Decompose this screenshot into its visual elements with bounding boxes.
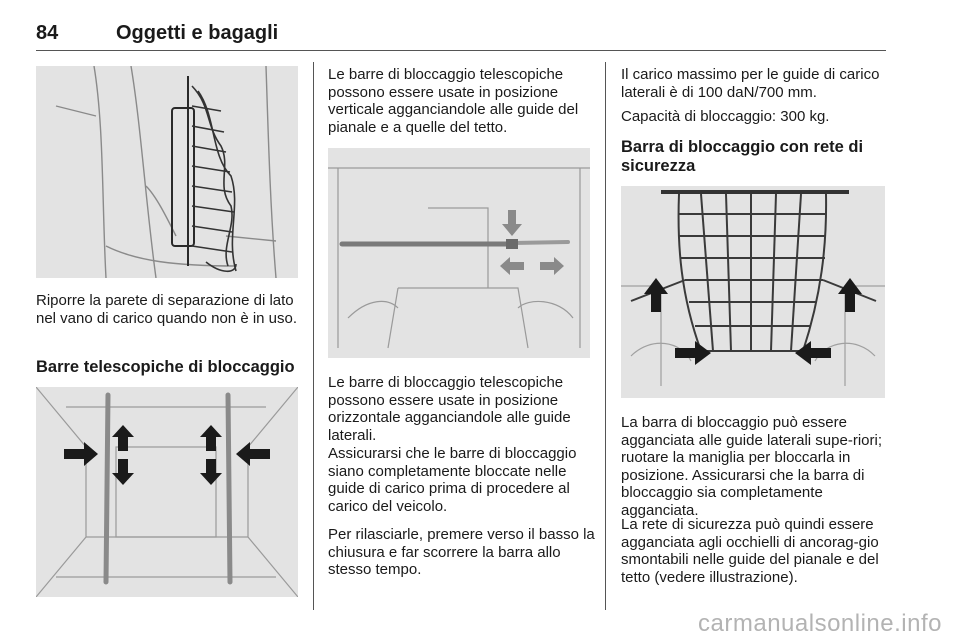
horizontal-bar-illustration — [328, 148, 590, 358]
column-divider-1 — [313, 62, 314, 610]
partition-caption: Riporre la parete di separazione di lato nel vano di carico quando non è in uso. — [36, 292, 298, 327]
figure-vertical-bars — [36, 387, 298, 597]
locking-bar-text: La barra di bloccaggio può essere agganciata alle guide laterali supe-riori; ruotare la maniglia per bloccarla in posizione. Assicurarsi che la barra di bloccaggio sia completamente agganciata. — [621, 414, 882, 519]
partition-illustration — [36, 66, 298, 278]
locking-capacity-text: Capacità di bloccaggio: 300 kg. — [621, 108, 830, 125]
vertical-bars-text: Le barre di bloccaggio telescopiche possono essere usate in posizione verticale agganciandole alle guide del pianale e a quelle del tetto. — [328, 66, 579, 136]
figure-partition-stowed — [36, 66, 298, 278]
section-title: Oggetti e bagagli — [116, 22, 279, 44]
page-header — [36, 20, 886, 51]
vertical-bars-illustration — [36, 387, 298, 597]
section-heading-safety-net: Barra di bloccaggio con rete di sicurezza — [621, 138, 864, 175]
locking-warning-text: Assicurarsi che le barre di bloccaggio siano completamente bloccate nelle guide di carico prima di procedere al carico del veicolo. — [328, 445, 577, 515]
section-heading-telescopic-bars: Barre telescopiche di bloccaggio — [36, 358, 295, 376]
figure-horizontal-bar — [328, 148, 590, 358]
safety-net-text: La rete di sicurezza può quindi essere agganciata agli occhielli di ancorag-gio smontabili nelle guide del pianale e del tetto (vedere illustrazione). — [621, 516, 879, 586]
horizontal-bars-text: Le barre di bloccaggio telescopiche possono essere usate in posizione orizzontale agganciandole alle guide laterali. — [328, 374, 571, 444]
figure-safety-net — [621, 186, 885, 398]
page-number: 84 — [36, 22, 59, 44]
max-load-text: Il carico massimo per le guide di carico laterali è di 100 daN/700 mm. — [621, 66, 880, 101]
safety-net-illustration — [621, 186, 885, 398]
column-divider-2 — [605, 62, 606, 610]
watermark: carmanualsonline.info — [698, 610, 942, 637]
release-instructions-text: Per rilasciarle, premere verso il basso la chiusura e far scorrere la barra allo stesso tempo. — [328, 526, 595, 578]
